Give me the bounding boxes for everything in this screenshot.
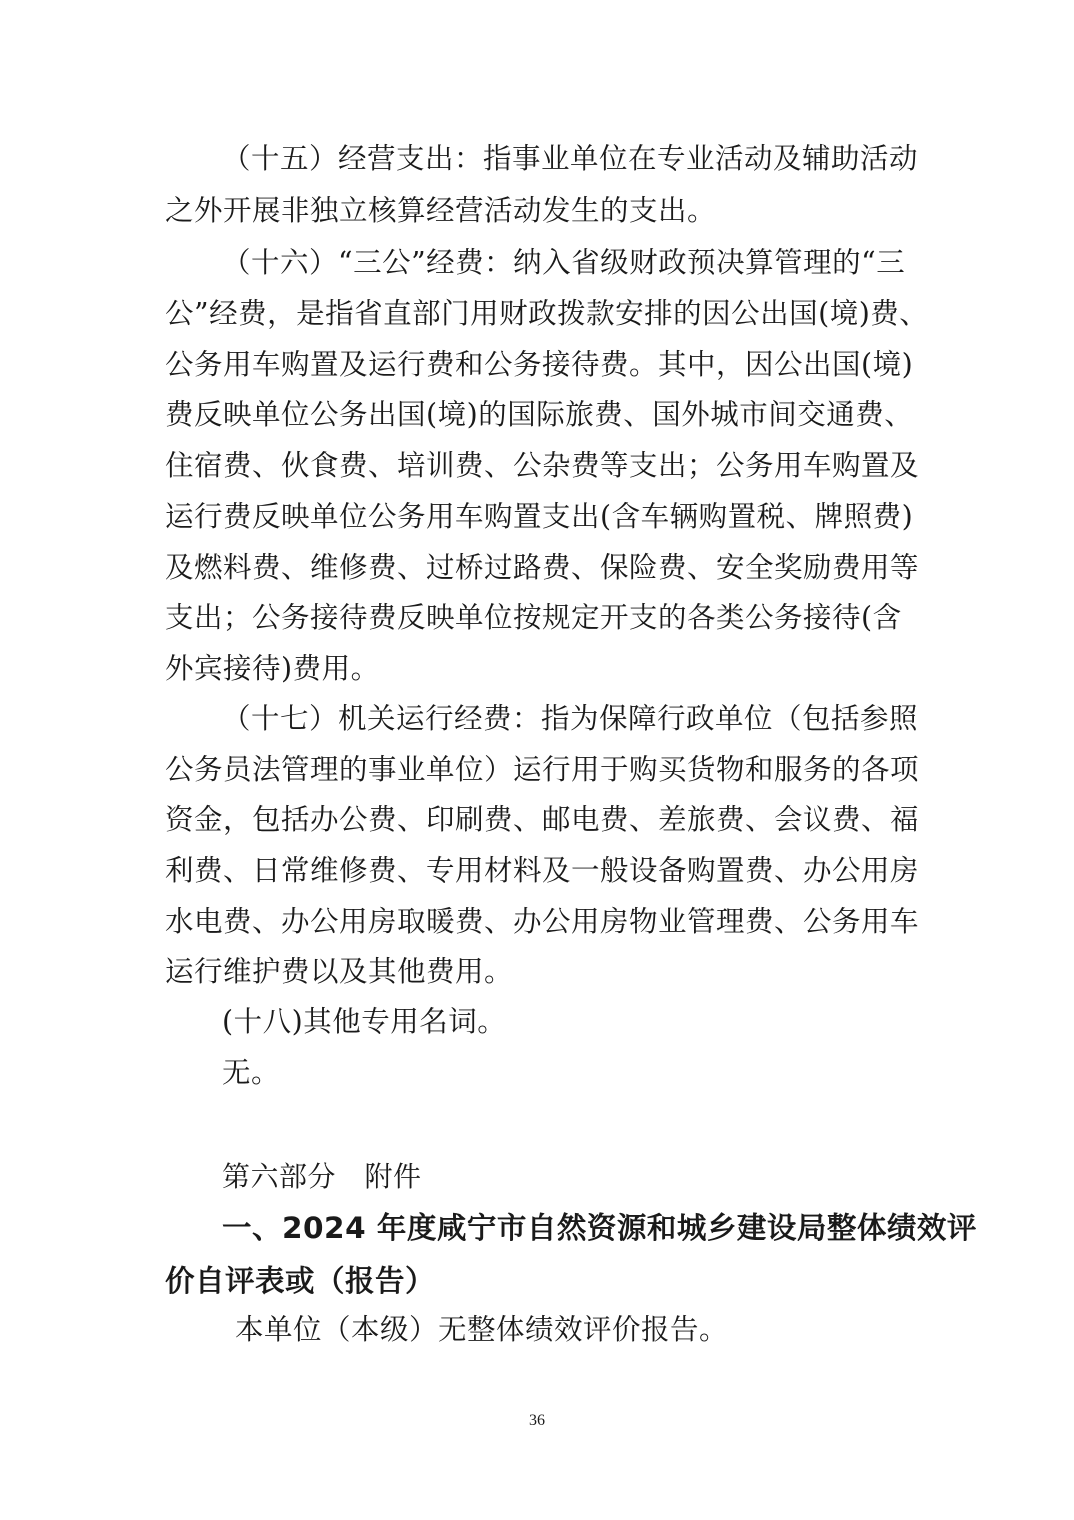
section-16-line-4: 费反映单位公务出国(境)的国际旅费、国外城市间交通费、: [165, 398, 914, 431]
section-18-title: (十八)其他专用名词。: [222, 1005, 507, 1038]
section-16-line-2: 公”经费，是指省直部门用财政拨款安排的因公出国(境)费、: [165, 297, 929, 330]
section-17-line-5: 水电费、办公用房取暖费、办公用房物业管理费、公务用车: [165, 905, 920, 938]
section-16-line-3: 公务用车购置及运行费和公务接待费。其中，因公出国(境): [165, 348, 914, 381]
section-17-line-2: 公务员法管理的事业单位）运行用于购买货物和服务的各项: [165, 753, 920, 786]
section-17-line-4: 利费、日常维修费、专用材料及一般设备购置费、办公用房: [165, 854, 920, 887]
section-15-line-2: 之外开展非独立核算经营活动发生的支出。: [165, 194, 717, 227]
section-17-line-3: 资金，包括办公费、印刷费、邮电费、差旅费、会议费、福: [165, 803, 920, 836]
section-16-line-5: 住宿费、伙食费、培训费、公杂费等支出；公务用车购置及: [165, 449, 920, 482]
page-number: 36: [529, 1412, 545, 1429]
section-17-line-1: （十七）机关运行经费：指为保障行政单位（包括参照: [222, 702, 919, 735]
part-six-subheading-line-1: 一、2024 年度咸宁市自然资源和城乡建设局整体绩效评: [222, 1211, 977, 1245]
section-16-line-6: 运行费反映单位公务用车购置支出(含车辆购置税、牌照费): [165, 500, 914, 533]
section-16-line-7: 及燃料费、维修费、过桥过路费、保险费、安全奖励费用等: [165, 551, 920, 584]
section-16-line-9: 外宾接待)费用。: [165, 652, 380, 685]
part-six-subheading-line-2: 价自评表或（报告）: [165, 1264, 436, 1298]
section-18-body: 无。: [222, 1056, 281, 1089]
section-15-line-1: （十五）经营支出：指事业单位在专业活动及辅助活动: [222, 142, 919, 175]
section-16-line-1: （十六）“三公”经费：纳入省级财政预决算管理的“三: [222, 246, 906, 279]
part-six-body: 本单位（本级）无整体绩效评价报告。: [235, 1313, 729, 1346]
section-17-line-6: 运行维护费以及其他费用。: [165, 955, 514, 988]
part-six-heading: 第六部分 附件: [222, 1160, 422, 1193]
section-16-line-8: 支出；公务接待费反映单位按规定开支的各类公务接待(含: [165, 601, 902, 634]
